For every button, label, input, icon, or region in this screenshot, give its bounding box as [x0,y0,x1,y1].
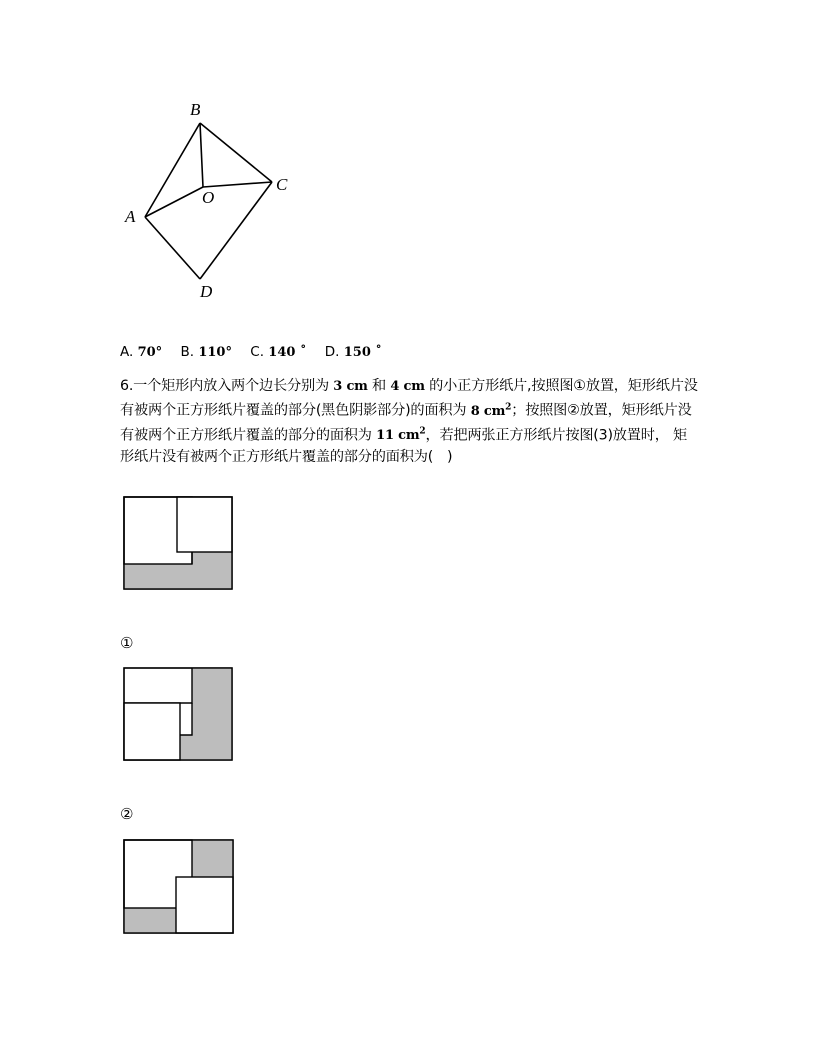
question-6 [120,376,700,468]
value-11cm2 [376,428,425,443]
option-d[interactable] [325,344,382,360]
value-3cm: 3 cm [333,379,368,394]
option-value: 150 ˚ [343,345,382,360]
segment-da [145,217,200,279]
segment-bc [200,123,272,182]
label-o: O [202,188,215,207]
square-bottom-right [176,877,233,933]
value-4cm: 4 cm [390,379,425,394]
segment-co [203,182,272,187]
label-d: D [200,282,213,301]
figure-1-label: ① [120,634,134,652]
label-c: C [276,175,288,194]
option-c[interactable] [250,344,306,360]
question-text-5: ，若把两张正方形纸片按图(3)放置时， 矩形纸片没有被两个正方形纸片覆盖的部分的面积为( ) [120,427,688,465]
label-a: A [125,207,136,226]
question-text-2: 和 [372,378,387,394]
question-text-4: ；按照图②放置，矩形纸片没有被两个正方形纸片覆盖的部分的面积为 [120,402,692,444]
figure-3 [120,836,238,938]
figure-1 [120,494,236,594]
value-8cm2 [471,404,512,419]
option-value: 140 ˚ [268,345,307,360]
option-letter: C. [250,344,264,360]
answer-options [120,344,396,360]
label-b: B [190,100,201,119]
option-value: 70° [137,345,163,360]
square-bottom [124,703,180,760]
value-11-text: 11 cm [376,428,420,444]
square-large [177,497,232,552]
figure-2-label: ② [120,805,134,823]
option-letter: A. [120,344,134,360]
value-8-text: 8 cm [470,403,506,419]
superscript-2: 2 [505,402,512,413]
question-text-3: 的小正方形纸片,按照图①放置，矩形纸片没有被两个正方形纸片覆盖的部分(黑色阴影部分)的面积为 [120,378,698,419]
segment-bo [200,123,203,187]
option-value: 110° [198,345,232,360]
option-letter: D. [324,344,340,360]
shaded-bottom-left [124,908,176,933]
shaded-top-right [192,840,233,877]
option-letter: B. [180,344,195,360]
question-number: 6. [120,378,134,394]
superscript-2: 2 [419,426,426,437]
figure-2 [120,665,236,765]
option-b[interactable] [180,344,232,360]
option-a[interactable] [120,344,162,360]
question-text-1: 一个矩形内放入两个边长分别为 [133,378,329,394]
